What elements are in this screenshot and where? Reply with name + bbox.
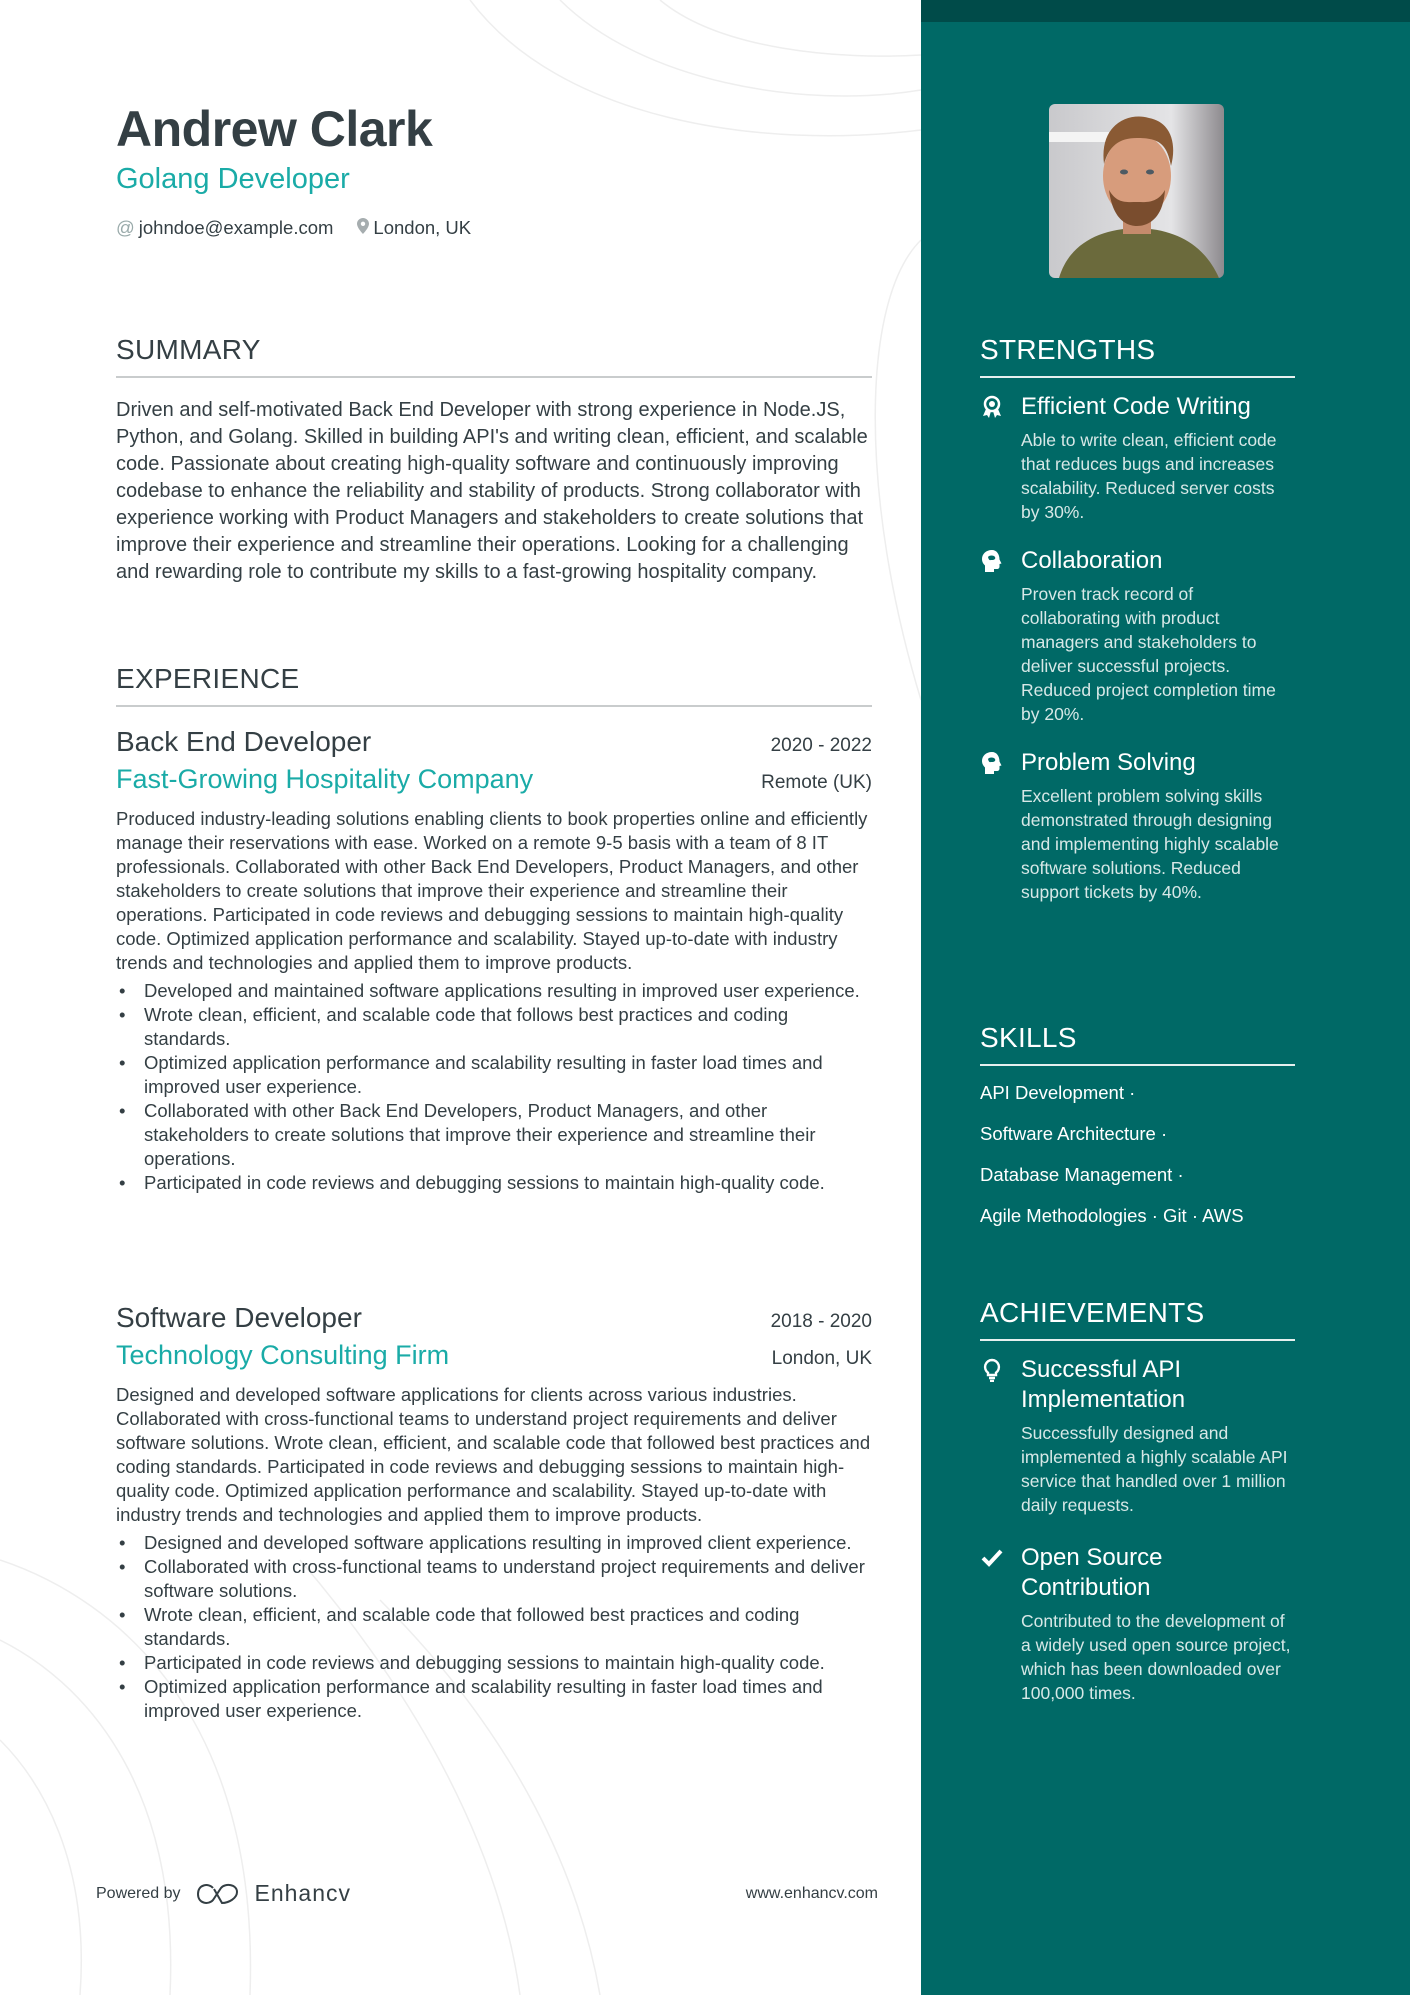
achievement-description: Contributed to the development of a widely used open source project, which has been downloaded over 100,000 times. xyxy=(1021,1611,1291,1703)
achievement-description: Successfully designed and implemented a highly scalable API service that handled over 1 million daily requests. xyxy=(1021,1423,1288,1515)
job-title: Software Developer xyxy=(116,1302,362,1333)
bullet: • Participated in code reviews and debugging sessions to maintain high-quality code. xyxy=(116,1171,872,1195)
head-brain-icon xyxy=(980,549,1004,573)
skill-line: Agile Methodologies · Git · AWS xyxy=(980,1205,1244,1226)
job-entry xyxy=(116,1302,872,1723)
location xyxy=(357,217,471,239)
bullet: • Designed and developed software applications resulting in improved client experience. xyxy=(116,1531,872,1555)
job-dates: 2018 - 2020 xyxy=(770,1311,872,1332)
skill-line: Database Management · xyxy=(980,1164,1184,1185)
brand-name: Enhancv xyxy=(254,1880,352,1906)
job-title: Back End Developer xyxy=(116,726,372,757)
strengths-heading: STRENGTHS xyxy=(980,334,1295,378)
achievements-section xyxy=(980,1297,1295,1705)
strength-description: Proven track record of collaborating with product managers and stakeholders to deliver successful projects. Reduced project completion time by 20%. xyxy=(1021,584,1276,724)
bullet: • Wrote clean, efficient, and scalable code that followed best practices and coding standards. xyxy=(116,1603,872,1651)
bullet: • Collaborated with other Back End Developers, Product Managers, and other stakeholders to create solutions that improve their experience and streamline their operations. xyxy=(116,1099,872,1171)
strength-item xyxy=(980,546,1295,726)
experience-heading: EXPERIENCE xyxy=(116,663,872,707)
candidate-role: Golang Developer xyxy=(116,163,350,195)
job-location: Remote (UK) xyxy=(761,772,872,793)
strength-description: Excellent problem solving skills demonstrated through designing and implementing highly scalable software solutions. Reduced support tickets by 40%. xyxy=(1021,786,1279,902)
enhancv-logo-icon xyxy=(195,1883,241,1905)
avatar xyxy=(1049,104,1224,278)
bullet: • Optimized application performance and scalability resulting in faster load times and improved user experience. xyxy=(116,1675,872,1723)
location-text: London, UK xyxy=(373,217,472,238)
job-bullets xyxy=(116,979,872,1195)
map-pin-icon xyxy=(357,217,369,238)
powered-by-label: Powered by xyxy=(96,1884,181,1902)
achievement-item xyxy=(980,1355,1295,1517)
strength-description: Able to write clean, efficient code that reduces bugs and increases scalability. Reduced server costs by 30%. xyxy=(1021,430,1277,522)
email-text: johndoe@example.com xyxy=(138,217,334,238)
strength-item xyxy=(980,392,1295,524)
strengths-section xyxy=(980,334,1295,904)
bullet: • Wrote clean, efficient, and scalable code that follows best practices and coding standards. xyxy=(116,1003,872,1051)
bullet: • Collaborated with cross-functional teams to understand project requirements and deliver software solutions. xyxy=(116,1555,872,1603)
lightbulb-icon xyxy=(980,1358,1004,1382)
job-dates: 2020 - 2022 xyxy=(770,735,872,756)
achievement-title: Successful API Implementation xyxy=(1021,1356,1186,1413)
job-description: Produced industry-leading solutions enabling clients to book properties online and efficiently manage their reservations with ease. Worked on a remote 9-5 basis with a team of 8 IT professionals. Collaborated with other Back End Developers, Product Managers, and other stakeholders to create solutions that improve their experience and streamline their operations. Participated in code reviews and debugging sessions to maintain high-quality code. Optimized application performance and scalability. Stayed up-to-date with industry trends and technologies and applied them to improve products. xyxy=(116,808,868,973)
strength-item xyxy=(980,748,1295,904)
job-location: London, UK xyxy=(771,1348,872,1369)
award-icon xyxy=(980,395,1004,419)
skill-line: API Development · xyxy=(980,1082,1136,1103)
sidebar-top-bar xyxy=(921,0,1410,22)
sidebar xyxy=(921,0,1410,1995)
bullet: • Developed and maintained software applications resulting in improved user experience. xyxy=(116,979,872,1003)
job-bullets xyxy=(116,1531,872,1723)
summary-heading: SUMMARY xyxy=(116,334,872,378)
achievement-item xyxy=(980,1543,1295,1705)
job-company: Fast-Growing Hospitality Company xyxy=(116,764,534,794)
job-company: Technology Consulting Firm xyxy=(116,1340,450,1370)
job-entry xyxy=(116,726,872,1195)
candidate-name: Andrew Clark xyxy=(116,101,433,157)
job-description: Designed and developed software applications for clients across various industries. Collaborated with cross-functional teams to understand project requirements and deliver software solutions. Wrote clean, efficient, and scalable code that followed best practices and coding standards. Participated in code reviews and debugging sessions to maintain high-quality code. Optimized application performance and scalability. Stayed up-to-date with industry trends and technologies and applied them to improve products. xyxy=(116,1384,871,1525)
email[interactable] xyxy=(116,217,333,239)
footer xyxy=(96,1880,878,1907)
head-brain-icon xyxy=(980,751,1004,775)
check-icon xyxy=(980,1546,1004,1570)
bullet: • Participated in code reviews and debugging sessions to maintain high-quality code. xyxy=(116,1651,872,1675)
skill-line: Software Architecture · xyxy=(980,1123,1168,1144)
strength-title: Collaboration xyxy=(1021,547,1163,574)
skills-section xyxy=(980,1022,1295,1236)
website-link[interactable]: www.enhancv.com xyxy=(745,1884,878,1902)
strength-title: Efficient Code Writing xyxy=(1021,393,1251,420)
powered-by xyxy=(96,1880,351,1907)
achievement-title: Open Source Contribution xyxy=(1021,1544,1163,1601)
summary-text: Driven and self-motivated Back End Developer with strong experience in Node.JS, Python, and Golang. Skilled in building API's and writing clean, efficient, and scalable code. Passionate about creating high-quality software and continuously improving codebase to enhance the reliability and stability of products. Strong collaborator with experience working with Product Managers and stakeholders to create solutions that improve their experience and streamline their operations. Looking for a challenging and rewarding role to contribute my skills to a fast-growing hospitality company. xyxy=(116,399,868,583)
contact-info xyxy=(116,217,872,239)
at-icon: @ xyxy=(116,217,135,238)
strength-title: Problem Solving xyxy=(1021,749,1196,776)
bullet: • Optimized application performance and scalability resulting in faster load times and improved user experience. xyxy=(116,1051,872,1099)
skills-heading: SKILLS xyxy=(980,1022,1295,1066)
achievements-heading: ACHIEVEMENTS xyxy=(980,1297,1295,1341)
